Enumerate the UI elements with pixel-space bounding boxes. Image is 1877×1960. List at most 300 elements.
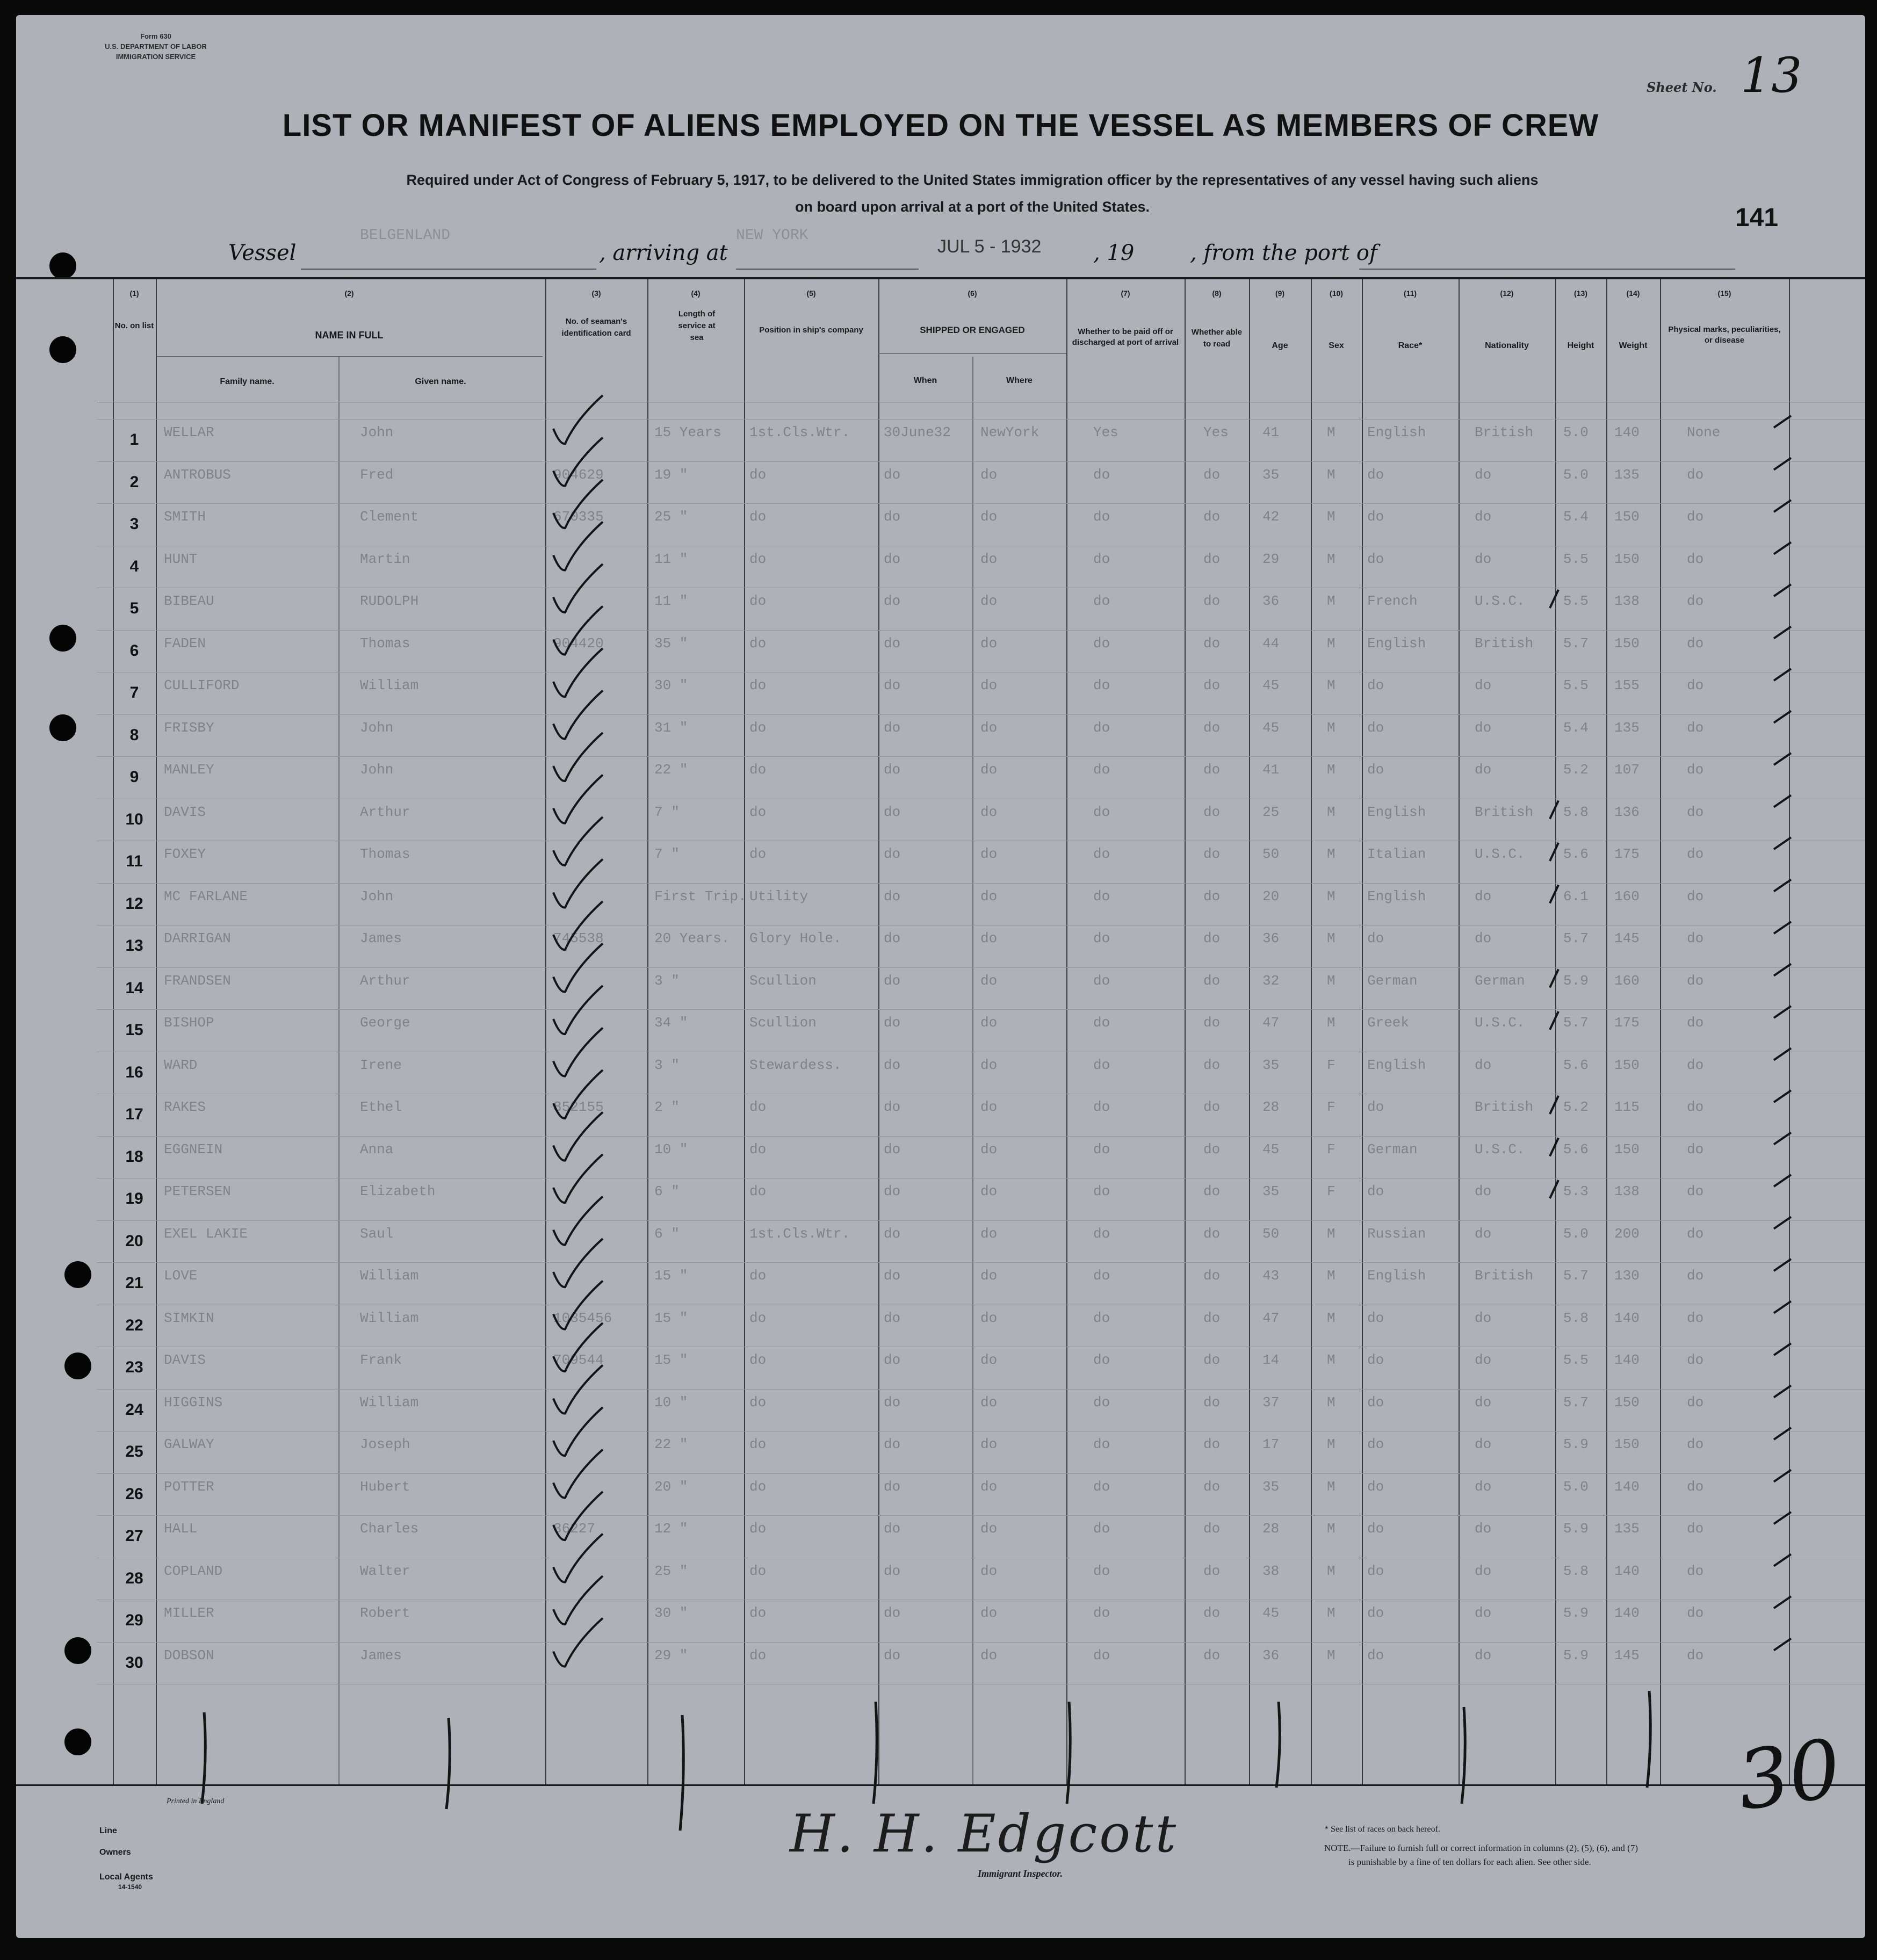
cell-service: 7 " <box>654 846 680 862</box>
cell-where: do <box>980 804 998 820</box>
col4-header: Length of service at sea <box>678 309 716 342</box>
cell-paid: do <box>1093 804 1110 820</box>
row-number: 20 <box>125 1232 143 1250</box>
cell-where: do <box>980 1226 998 1242</box>
cell-height: 5.6 <box>1563 1141 1589 1158</box>
cell-nationality: do <box>1475 1226 1492 1242</box>
cell-weight: 107 <box>1614 762 1640 778</box>
cell-race: do <box>1367 467 1384 483</box>
form-code: 14-1540 <box>118 1883 142 1891</box>
cell-age: 36 <box>1262 930 1280 946</box>
cell-age: 36 <box>1262 1647 1280 1664</box>
cell-service: 34 " <box>654 1015 688 1031</box>
cell-given: James <box>360 1647 402 1664</box>
row-number: 29 <box>125 1611 143 1629</box>
cell-height: 5.0 <box>1563 467 1589 483</box>
cell-position: do <box>749 762 767 778</box>
cell-paid: Yes <box>1093 424 1118 440</box>
row-number: 30 <box>125 1654 143 1672</box>
cell-sex: M <box>1327 720 1335 736</box>
row-number: 12 <box>125 895 143 913</box>
cell-service: 6 " <box>654 1183 680 1199</box>
cell-sex: M <box>1327 1479 1335 1495</box>
vessel-name: BELGENLAND <box>360 227 451 244</box>
cell-marks: do <box>1687 1647 1704 1664</box>
col7-number: (7) <box>1121 289 1130 298</box>
cell-given: Elizabeth <box>360 1183 436 1199</box>
cell-paid: do <box>1093 1141 1110 1158</box>
cell-paid: do <box>1093 1268 1110 1284</box>
cell-card: 904420 <box>553 635 604 652</box>
cell-paid: do <box>1093 1479 1110 1495</box>
cell-when: do <box>884 509 901 525</box>
cell-position: do <box>749 593 767 609</box>
cell-family: SIMKIN <box>164 1310 214 1326</box>
check-mark <box>553 1281 603 1329</box>
cell-weight: 135 <box>1614 720 1640 736</box>
cell-sex: M <box>1327 1268 1335 1284</box>
row-number: 2 <box>129 473 139 491</box>
cell-card: 36227 <box>553 1521 596 1537</box>
tally-stroke <box>1462 1707 1465 1804</box>
cell-given: Joseph <box>360 1436 410 1452</box>
cell-marks: do <box>1687 1015 1704 1031</box>
cell-when: do <box>884 1521 901 1537</box>
col14-number: (14) <box>1626 289 1640 298</box>
year-label: , 19 <box>1093 241 1135 265</box>
cell-family: LOVE <box>164 1268 198 1284</box>
cell-weight: 140 <box>1614 1563 1640 1579</box>
cell-race: do <box>1367 509 1384 525</box>
cell-race: do <box>1367 1479 1384 1495</box>
tick-mark <box>1774 795 1791 807</box>
cell-height: 5.8 <box>1563 1310 1589 1326</box>
cell-paid: do <box>1093 509 1110 525</box>
cell-position: do <box>749 1394 767 1411</box>
cell-paid: do <box>1093 1436 1110 1452</box>
cell-weight: 140 <box>1614 424 1640 440</box>
cell-weight: 155 <box>1614 677 1640 693</box>
cell-where: do <box>980 1268 998 1284</box>
tick-mark <box>1774 880 1791 892</box>
cell-weight: 200 <box>1614 1226 1640 1242</box>
cell-sex: M <box>1327 1563 1335 1579</box>
cell-race: do <box>1367 677 1384 693</box>
cell-where: do <box>980 1352 998 1368</box>
cell-weight: 175 <box>1614 1015 1640 1031</box>
check-mark <box>553 1154 603 1203</box>
cell-weight: 115 <box>1614 1099 1640 1115</box>
cell-read: do <box>1203 635 1221 652</box>
cell-nationality: U.S.C. <box>1475 593 1525 609</box>
tick-mark <box>1774 1343 1791 1355</box>
cell-service: 30 " <box>654 677 688 693</box>
tick-mark <box>1550 1180 1558 1198</box>
row-number: 18 <box>125 1148 143 1166</box>
row-number: 6 <box>129 642 139 660</box>
check-mark <box>553 1239 603 1287</box>
sheet-number-label: Sheet No. <box>1647 79 1717 95</box>
cell-marks: do <box>1687 677 1704 693</box>
check-mark <box>553 1450 603 1498</box>
check-mark <box>553 1323 603 1371</box>
cell-paid: do <box>1093 1183 1110 1199</box>
cell-given: William <box>360 1268 419 1284</box>
cell-age: 45 <box>1262 1141 1280 1158</box>
cell-height: 5.2 <box>1563 762 1589 778</box>
cell-when: do <box>884 467 901 483</box>
row-number: 22 <box>125 1317 143 1334</box>
col2-header: NAME IN FULL <box>315 330 384 341</box>
cell-when: do <box>884 1183 901 1199</box>
subtitle-line-2: on board upon arrival at a port of the United States. <box>795 199 1150 215</box>
cell-position: do <box>749 1521 767 1537</box>
cell-nationality: British <box>1475 424 1534 440</box>
cell-when: do <box>884 1647 901 1664</box>
cell-paid: do <box>1093 677 1110 693</box>
cell-service: 7 " <box>654 804 680 820</box>
tick-mark <box>1774 1386 1791 1398</box>
cell-given: Anna <box>360 1141 394 1158</box>
check-mark <box>553 1112 603 1161</box>
cell-when: do <box>884 1141 901 1158</box>
cell-position: do <box>749 677 767 693</box>
cell-read: do <box>1203 1268 1221 1284</box>
tick-mark <box>1774 1301 1791 1313</box>
cell-age: 32 <box>1262 973 1280 989</box>
cell-race: do <box>1367 1521 1384 1537</box>
cell-where: do <box>980 930 998 946</box>
col6-number: (6) <box>968 289 977 298</box>
cell-age: 41 <box>1262 762 1280 778</box>
cell-given: Martin <box>360 551 410 567</box>
row-number: 9 <box>129 768 139 786</box>
cell-given: Hubert <box>360 1479 410 1495</box>
check-mark <box>553 480 603 528</box>
line-label: Line <box>99 1826 117 1835</box>
col1-number: (1) <box>129 289 139 298</box>
cell-race: do <box>1367 551 1384 567</box>
tick-mark <box>1774 1217 1791 1229</box>
cell-marks: do <box>1687 846 1704 862</box>
cell-family: EXEL LAKIE <box>164 1226 248 1242</box>
cell-sex: M <box>1327 1015 1335 1031</box>
check-mark <box>553 733 603 781</box>
cell-marks: do <box>1687 509 1704 525</box>
cell-given: Ethel <box>360 1099 402 1115</box>
inspector-label: Immigrant Inspector. <box>978 1868 1063 1879</box>
cell-weight: 138 <box>1614 593 1640 609</box>
cell-age: 17 <box>1262 1436 1280 1452</box>
cell-given: RUDOLPH <box>360 593 419 609</box>
col14-header: Weight <box>1619 341 1648 350</box>
cell-height: 5.7 <box>1563 1015 1589 1031</box>
check-mark <box>553 648 603 697</box>
cell-family: MC FARLANE <box>164 888 248 905</box>
cell-position: do <box>749 1183 767 1199</box>
cell-race: English <box>1367 888 1426 905</box>
penalty-note-line-1: NOTE.—Failure to furnish full or correct information in columns (2), (5), (6), and (7) <box>1324 1843 1638 1853</box>
cell-read: do <box>1203 762 1221 778</box>
cell-position: do <box>749 1647 767 1664</box>
cell-sex: M <box>1327 973 1335 989</box>
cell-given: Arthur <box>360 804 410 820</box>
cell-service: 19 " <box>654 467 688 483</box>
cell-read: do <box>1203 1436 1221 1452</box>
cell-read: do <box>1203 720 1221 736</box>
cell-weight: 150 <box>1614 1436 1640 1452</box>
cell-height: 5.0 <box>1563 1479 1589 1495</box>
cell-when: 30June32 <box>884 424 951 440</box>
cell-age: 35 <box>1262 467 1280 483</box>
penalty-note-line-2: is punishable by a fine of ten dollars for each alien. See other side. <box>1348 1857 1591 1867</box>
cell-position: do <box>749 1352 767 1368</box>
cell-weight: 135 <box>1614 467 1640 483</box>
cell-weight: 160 <box>1614 888 1640 905</box>
cell-service: 29 " <box>654 1647 688 1664</box>
cell-nationality: German <box>1475 973 1525 989</box>
cell-sex: M <box>1327 677 1335 693</box>
cell-nationality: do <box>1475 1605 1492 1621</box>
cell-sex: M <box>1327 762 1335 778</box>
cell-card: 709544 <box>553 1352 604 1368</box>
tick-mark <box>1550 885 1558 903</box>
cell-service: 15 Years <box>654 424 721 440</box>
tick-mark <box>1550 843 1558 861</box>
cell-paid: do <box>1093 1057 1110 1073</box>
check-mark <box>553 1407 603 1456</box>
cell-age: 25 <box>1262 804 1280 820</box>
cell-when: do <box>884 1099 901 1115</box>
cell-race: do <box>1367 1647 1384 1664</box>
row-number: 7 <box>129 684 139 701</box>
cell-race: English <box>1367 635 1426 652</box>
form-number: Form 630 <box>140 32 171 40</box>
cell-where: do <box>980 1183 998 1199</box>
cell-paid: do <box>1093 551 1110 567</box>
cell-age: 35 <box>1262 1183 1280 1199</box>
cell-paid: do <box>1093 1099 1110 1115</box>
from-port-label: , from the port of <box>1190 241 1377 265</box>
col9-header: Age <box>1272 341 1288 350</box>
cell-family: DARRIGAN <box>164 930 231 946</box>
tick-mark <box>1774 922 1791 934</box>
handwritten-total: 30 <box>1731 1722 1847 1829</box>
check-mark <box>553 522 603 570</box>
cell-when: do <box>884 1479 901 1495</box>
tick-mark <box>1774 964 1791 976</box>
printed-in-label: Printed in England <box>167 1797 225 1805</box>
arrival-date-stamp: JUL 5 - 1932 <box>937 236 1042 257</box>
cell-family: DOBSON <box>164 1647 214 1664</box>
cell-sex: M <box>1327 846 1335 862</box>
cell-height: 5.8 <box>1563 804 1589 820</box>
stamp-number: 141 <box>1735 204 1779 232</box>
cell-weight: 150 <box>1614 551 1640 567</box>
col8-number: (8) <box>1212 289 1222 298</box>
cell-race: do <box>1367 1436 1384 1452</box>
cell-where: do <box>980 888 998 905</box>
cell-marks: do <box>1687 593 1704 609</box>
cell-race: do <box>1367 1394 1384 1411</box>
cell-when: do <box>884 593 901 609</box>
cell-service: 15 " <box>654 1310 688 1326</box>
check-mark <box>553 395 603 444</box>
cell-weight: 150 <box>1614 1394 1640 1411</box>
cell-given: William <box>360 677 419 693</box>
cell-service: 30 " <box>654 1605 688 1621</box>
col3-header: No. of seaman's identification card <box>561 317 631 338</box>
tick-mark <box>1550 970 1558 988</box>
cell-age: 43 <box>1262 1268 1280 1284</box>
cell-card: 1035456 <box>553 1310 612 1326</box>
cell-position: 1st.Cls.Wtr. <box>749 1226 850 1242</box>
cell-read: do <box>1203 1099 1221 1115</box>
cell-height: 5.9 <box>1563 1605 1589 1621</box>
cell-read: do <box>1203 846 1221 862</box>
cell-paid: do <box>1093 635 1110 652</box>
cell-when: do <box>884 1268 901 1284</box>
cell-service: 35 " <box>654 635 688 652</box>
row-number: 15 <box>125 1021 143 1039</box>
tally-stroke <box>1067 1702 1070 1804</box>
cell-nationality: do <box>1475 509 1492 525</box>
col10-header: Sex <box>1329 341 1344 350</box>
races-note: * See list of races on back hereof. <box>1324 1825 1440 1834</box>
cell-weight: 140 <box>1614 1352 1640 1368</box>
row-number: 23 <box>125 1358 143 1376</box>
cell-nationality: do <box>1475 467 1492 483</box>
cell-given: Saul <box>360 1226 394 1242</box>
tick-mark <box>1550 801 1558 819</box>
col15-header: Physical marks, peculiarities, or disease <box>1668 325 1781 345</box>
cell-family: EGGNEIN <box>164 1141 223 1158</box>
cell-position: do <box>749 1310 767 1326</box>
cell-sex: M <box>1327 930 1335 946</box>
cell-where: do <box>980 973 998 989</box>
cell-where: do <box>980 1436 998 1452</box>
cell-weight: 135 <box>1614 1521 1640 1537</box>
page-title: LIST OR MANIFEST OF ALIENS EMPLOYED ON THE VESSEL AS MEMBERS OF CREW <box>282 108 1599 143</box>
col13-header: Height <box>1567 341 1594 350</box>
cell-read: do <box>1203 1563 1221 1579</box>
tick-mark <box>1774 1639 1791 1651</box>
tick-mark <box>1774 1596 1791 1608</box>
cell-service: 22 " <box>654 1436 688 1452</box>
cell-family: PETERSEN <box>164 1183 231 1199</box>
cell-height: 5.4 <box>1563 509 1589 525</box>
cell-card: 670335 <box>553 509 604 525</box>
cell-position: do <box>749 1563 767 1579</box>
cell-nationality: do <box>1475 1394 1492 1411</box>
col10-number: (10) <box>1330 289 1343 298</box>
where-header: Where <box>1006 376 1033 385</box>
col15-number: (15) <box>1717 289 1731 298</box>
col3-number: (3) <box>591 289 601 298</box>
tick-mark <box>1774 1259 1791 1271</box>
tick-mark <box>1774 1133 1791 1145</box>
cell-family: WELLAR <box>164 424 214 440</box>
sheet-number-value: 13 <box>1741 47 1802 104</box>
row-number: 26 <box>125 1485 143 1503</box>
arriving-label: , arriving at <box>599 241 728 265</box>
cell-when: do <box>884 635 901 652</box>
cell-position: do <box>749 509 767 525</box>
cell-height: 5.3 <box>1563 1183 1589 1199</box>
cell-service: First Trip. <box>654 888 747 905</box>
cell-service: 20 Years. <box>654 930 730 946</box>
cell-when: do <box>884 888 901 905</box>
cell-paid: do <box>1093 888 1110 905</box>
cell-when: do <box>884 1226 901 1242</box>
cell-where: do <box>980 467 998 483</box>
cell-nationality: do <box>1475 1352 1492 1368</box>
col2-number: (2) <box>344 289 354 298</box>
cell-position: Scullion <box>749 1015 817 1031</box>
row-number: 24 <box>125 1401 143 1419</box>
cell-race: do <box>1367 1563 1384 1579</box>
cell-nationality: U.S.C. <box>1475 846 1525 862</box>
cell-service: 3 " <box>654 1057 680 1073</box>
cell-when: do <box>884 1563 901 1579</box>
cell-marks: do <box>1687 1352 1704 1368</box>
cell-given: Thomas <box>360 846 410 862</box>
col8-header: Whether able to read <box>1191 328 1243 349</box>
cell-nationality: British <box>1475 1099 1534 1115</box>
cell-height: 5.2 <box>1563 1099 1589 1115</box>
cell-marks: do <box>1687 1394 1704 1411</box>
cell-age: 47 <box>1262 1015 1280 1031</box>
cell-height: 5.9 <box>1563 1436 1589 1452</box>
cell-age: 45 <box>1262 720 1280 736</box>
cell-read: Yes <box>1203 424 1229 440</box>
cell-given: Fred <box>360 467 394 483</box>
cell-race: do <box>1367 1099 1384 1115</box>
cell-age: 38 <box>1262 1563 1280 1579</box>
cell-given: James <box>360 930 402 946</box>
cell-height: 5.6 <box>1563 1057 1589 1073</box>
cell-sex: F <box>1327 1183 1335 1199</box>
cell-service: 20 " <box>654 1479 688 1495</box>
cell-marks: do <box>1687 930 1704 946</box>
cell-read: do <box>1203 930 1221 946</box>
cell-nationality: do <box>1475 677 1492 693</box>
tick-mark <box>1774 1428 1791 1440</box>
cell-height: 5.7 <box>1563 1268 1589 1284</box>
cell-marks: do <box>1687 467 1704 483</box>
tick-mark <box>1774 416 1791 428</box>
cell-paid: do <box>1093 1310 1110 1326</box>
tick-mark <box>1550 1011 1558 1030</box>
check-mark <box>553 1028 603 1076</box>
when-header: When <box>913 376 937 385</box>
cell-when: do <box>884 1394 901 1411</box>
cell-paid: do <box>1093 1015 1110 1031</box>
cell-when: do <box>884 720 901 736</box>
tick-mark <box>1774 1090 1791 1102</box>
row-number: 21 <box>125 1274 143 1292</box>
cell-service: 25 " <box>654 509 688 525</box>
cell-service: 15 " <box>654 1352 688 1368</box>
cell-race: do <box>1367 1183 1384 1199</box>
cell-nationality: do <box>1475 1647 1492 1664</box>
cell-read: do <box>1203 1183 1221 1199</box>
cell-family: DAVIS <box>164 804 206 820</box>
cell-given: John <box>360 888 394 905</box>
tick-mark <box>1774 711 1791 723</box>
cell-family: POTTER <box>164 1479 214 1495</box>
cell-where: do <box>980 551 998 567</box>
